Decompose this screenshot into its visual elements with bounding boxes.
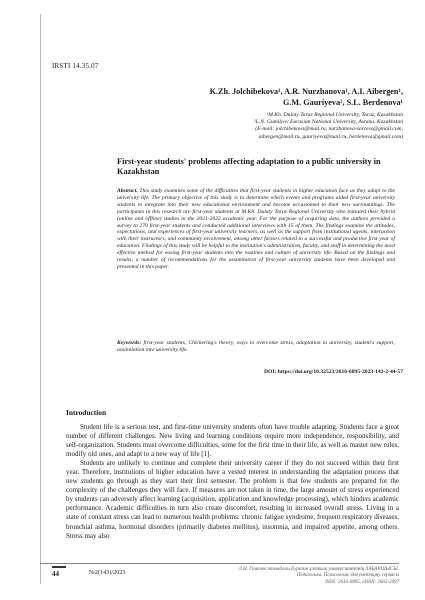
journal-line: Л.Н. Гумилев атындағы Еуразия ұлттық университетінің ХАБАРШЫСЫ. xyxy=(238,567,399,572)
email-line: aibergen@mail.ru, gauriyeva@mail.ru, berdenova@gmail.com) xyxy=(258,133,403,140)
section-heading: Introduction xyxy=(66,408,107,417)
paragraph: Students are unlikely to continue and complete their university career if they do not succeed within their first year. Therefore, institutions of higher education have a vested interest in understanding the adaptation process that new students go through as they start their first semester. The problem is that few students are prepared for the complexity of the challenges they will face. If measures are not taken in time, the large amount of stress experienced by students can adversely affect learning (acquisition, application and knowledge processing), which hinders academic performance. Academic difficulties in turn also create discomfort, resulting in increased overall stress. Living in a state of constant stress can lead to numerous health problems: chronic fatigue syndrome, frequent respiratory diseases, bronchial asthma, hormonal disorders (primarily diabetes mellitus), insomnia, and impaired appetite, among others. Stress may also xyxy=(66,459,399,540)
author-list xyxy=(103,86,403,108)
abstract-text: This study examines some of the difficulties that first-year students in higher education face as they adapt to the university life. The primary objective of this study is to determine which events and programs aided first-year university students to integrate into their new educational environment and become accustomed to their new surroundings. The participants in this research are first-year students at M.Kh. Dulaty Taraz Regional University who initiated their hybrid (online and offline) studies in the 2021-2022 academic year. For the purpose of acquiring data, the authors provided a survey to 270 first-year students and conducted additional interviews with 15 of them. The findings examine the attitudes, expectations, and experiences of first-year university learners, as well as the support from institutional agents, interaction with their instructors, and community involvement, among other factors related to a successful and productive first year of education. Findings of this study will be helpful to the institution's administration, faculty, and staff in determining the most effective method for easing first-year students into the routines and culture of university life. Based on the findings and results, a number of recommendations for the assimilation of first-year university students have been developed and presented in this paper. xyxy=(117,188,395,270)
keywords-text: first-year students, Chickering's theory, ways to overcome stress, adaptation to university, student's support, assimilation into university life. xyxy=(117,340,395,353)
affiliation-line: ¹M.Kh. Dulaty Taraz Regional University, Taraz, Kazakhstan xyxy=(266,112,403,118)
author-line: G.M. Gauriyeva², S.L. Berdenova¹ xyxy=(283,98,403,107)
page-number xyxy=(52,570,59,578)
page-number-bar xyxy=(52,566,66,568)
abstract xyxy=(117,188,395,271)
left-margin-rule xyxy=(40,14,41,584)
keywords xyxy=(117,340,395,354)
journal-line: ISSN: 2616-6895, eISSN: 2663-2497 xyxy=(325,579,399,585)
paragraph: Student life is a serious test, and first-time university students often have trouble adapting. Students face a great number of different challenges. New living and learning conditions require more independence, responsibility, and self-organization. Students must overcome difficulties, some for the first time in their life, as well as master new rules, modify old ones, and adapt to a new way of life [1]. xyxy=(66,423,399,459)
irsti-code: IRSTI 14.35.07 xyxy=(52,62,99,70)
paper-title: First-year students' problems affecting adaptation to a public university in Kazakhstan xyxy=(117,157,381,176)
journal-info xyxy=(219,567,399,586)
issue-number: №2(143)/2023 xyxy=(89,569,126,576)
author-line: K.Zh. Jolchibekova¹, A.R. Nurzhanova¹, A.I. Aibergen¹, xyxy=(209,87,403,96)
body-text xyxy=(66,423,399,541)
email-line: (E-mail: jolchibekova@mail.ru, nurzhanova-sorcess@gmail.com, xyxy=(255,126,403,133)
abstract-label: Abstract. xyxy=(117,188,138,194)
doi-link[interactable]: DOI: https://doi.org/10.32523/2616-6895-2023-143-2-44-57 xyxy=(263,369,403,375)
page-number-text: 44 xyxy=(52,570,59,578)
journal-line: Педагогика. Психология. Әлеуметтану сериясы xyxy=(296,573,399,579)
affiliation-line: ²L.N. Gumilyov Eurasian National University, Astana, Kazakhstan xyxy=(254,119,403,126)
footer-rule xyxy=(40,563,399,564)
affiliations xyxy=(103,112,403,141)
keywords-label: Keywords: xyxy=(117,340,142,346)
